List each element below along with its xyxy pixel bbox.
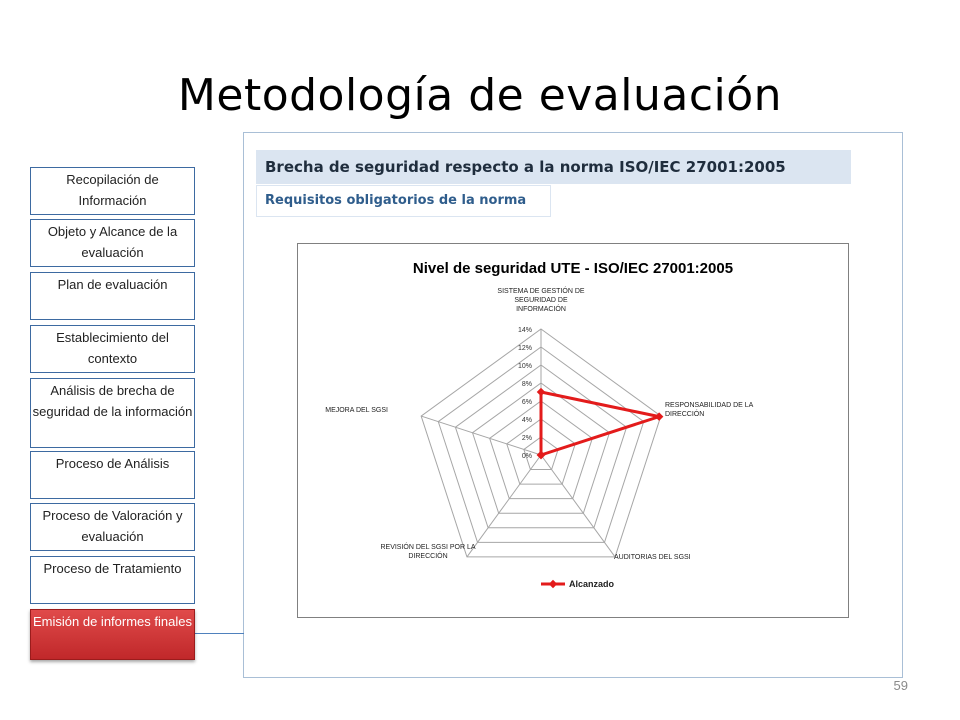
category-label: SISTEMA DE GESTIÓN DE SEGURIDAD DE INFORMACIÓN: [497, 288, 585, 313]
grid-spoke: [467, 455, 541, 557]
tick-label: 14%: [517, 327, 532, 334]
step-plan-evaluacion[interactable]: Plan de evaluación: [30, 272, 195, 320]
step-analisis-brecha[interactable]: Análisis de brecha de seguridad de la información: [30, 378, 195, 448]
series-marker: [537, 388, 545, 396]
tick-label: 2%: [521, 435, 532, 442]
tick-label: 0%: [521, 453, 532, 460]
grid-spoke: [541, 455, 615, 557]
step-recopilacion[interactable]: Recopilación de Información: [30, 167, 195, 215]
panel-heading: Brecha de seguridad respecto a la norma ISO/IEC 27001:2005: [256, 150, 851, 184]
tick-label: 8%: [521, 381, 532, 388]
connector-line: [195, 633, 244, 634]
step-proceso-analisis[interactable]: Proceso de Análisis: [30, 451, 195, 499]
category-label: RESPONSABILIDAD DE LA DIRECCIÓN: [665, 402, 754, 418]
radar-chart: [297, 243, 849, 618]
step-objeto-alcance[interactable]: Objeto y Alcance de la evaluación: [30, 219, 195, 267]
legend-marker: [549, 580, 557, 588]
series-marker: [655, 412, 663, 420]
step-establecimiento-contexto[interactable]: Establecimiento del contexto: [30, 325, 195, 373]
step-proceso-tratamiento[interactable]: Proceso de Tratamiento: [30, 556, 195, 604]
step-emision-informes[interactable]: Emisión de informes finales: [30, 609, 195, 660]
category-label: MEJORA DEL SGSI: [325, 407, 388, 414]
tick-label: 4%: [521, 417, 532, 424]
category-label: AUDITORIAS DEL SGSI: [614, 554, 691, 561]
category-label: REVISIÓN DEL SGSI POR LA DIRECCIÓN: [380, 544, 476, 560]
tick-label: 10%: [517, 363, 532, 370]
tick-label: 12%: [517, 345, 532, 352]
chart-title: Nivel de seguridad UTE - ISO/IEC 27001:2005: [412, 260, 734, 277]
step-valoracion-evaluacion[interactable]: Proceso de Valoración y evaluación: [30, 503, 195, 551]
slide-title: Metodología de evaluación: [177, 70, 783, 121]
panel-subheading: Requisitos obligatorios de la norma: [256, 185, 551, 217]
series-marker: [537, 451, 545, 459]
tick-label: 6%: [521, 399, 532, 406]
legend-label: Alcanzado: [569, 579, 615, 589]
page-number: 59: [893, 678, 908, 693]
radar-chart-svg: [298, 244, 848, 617]
